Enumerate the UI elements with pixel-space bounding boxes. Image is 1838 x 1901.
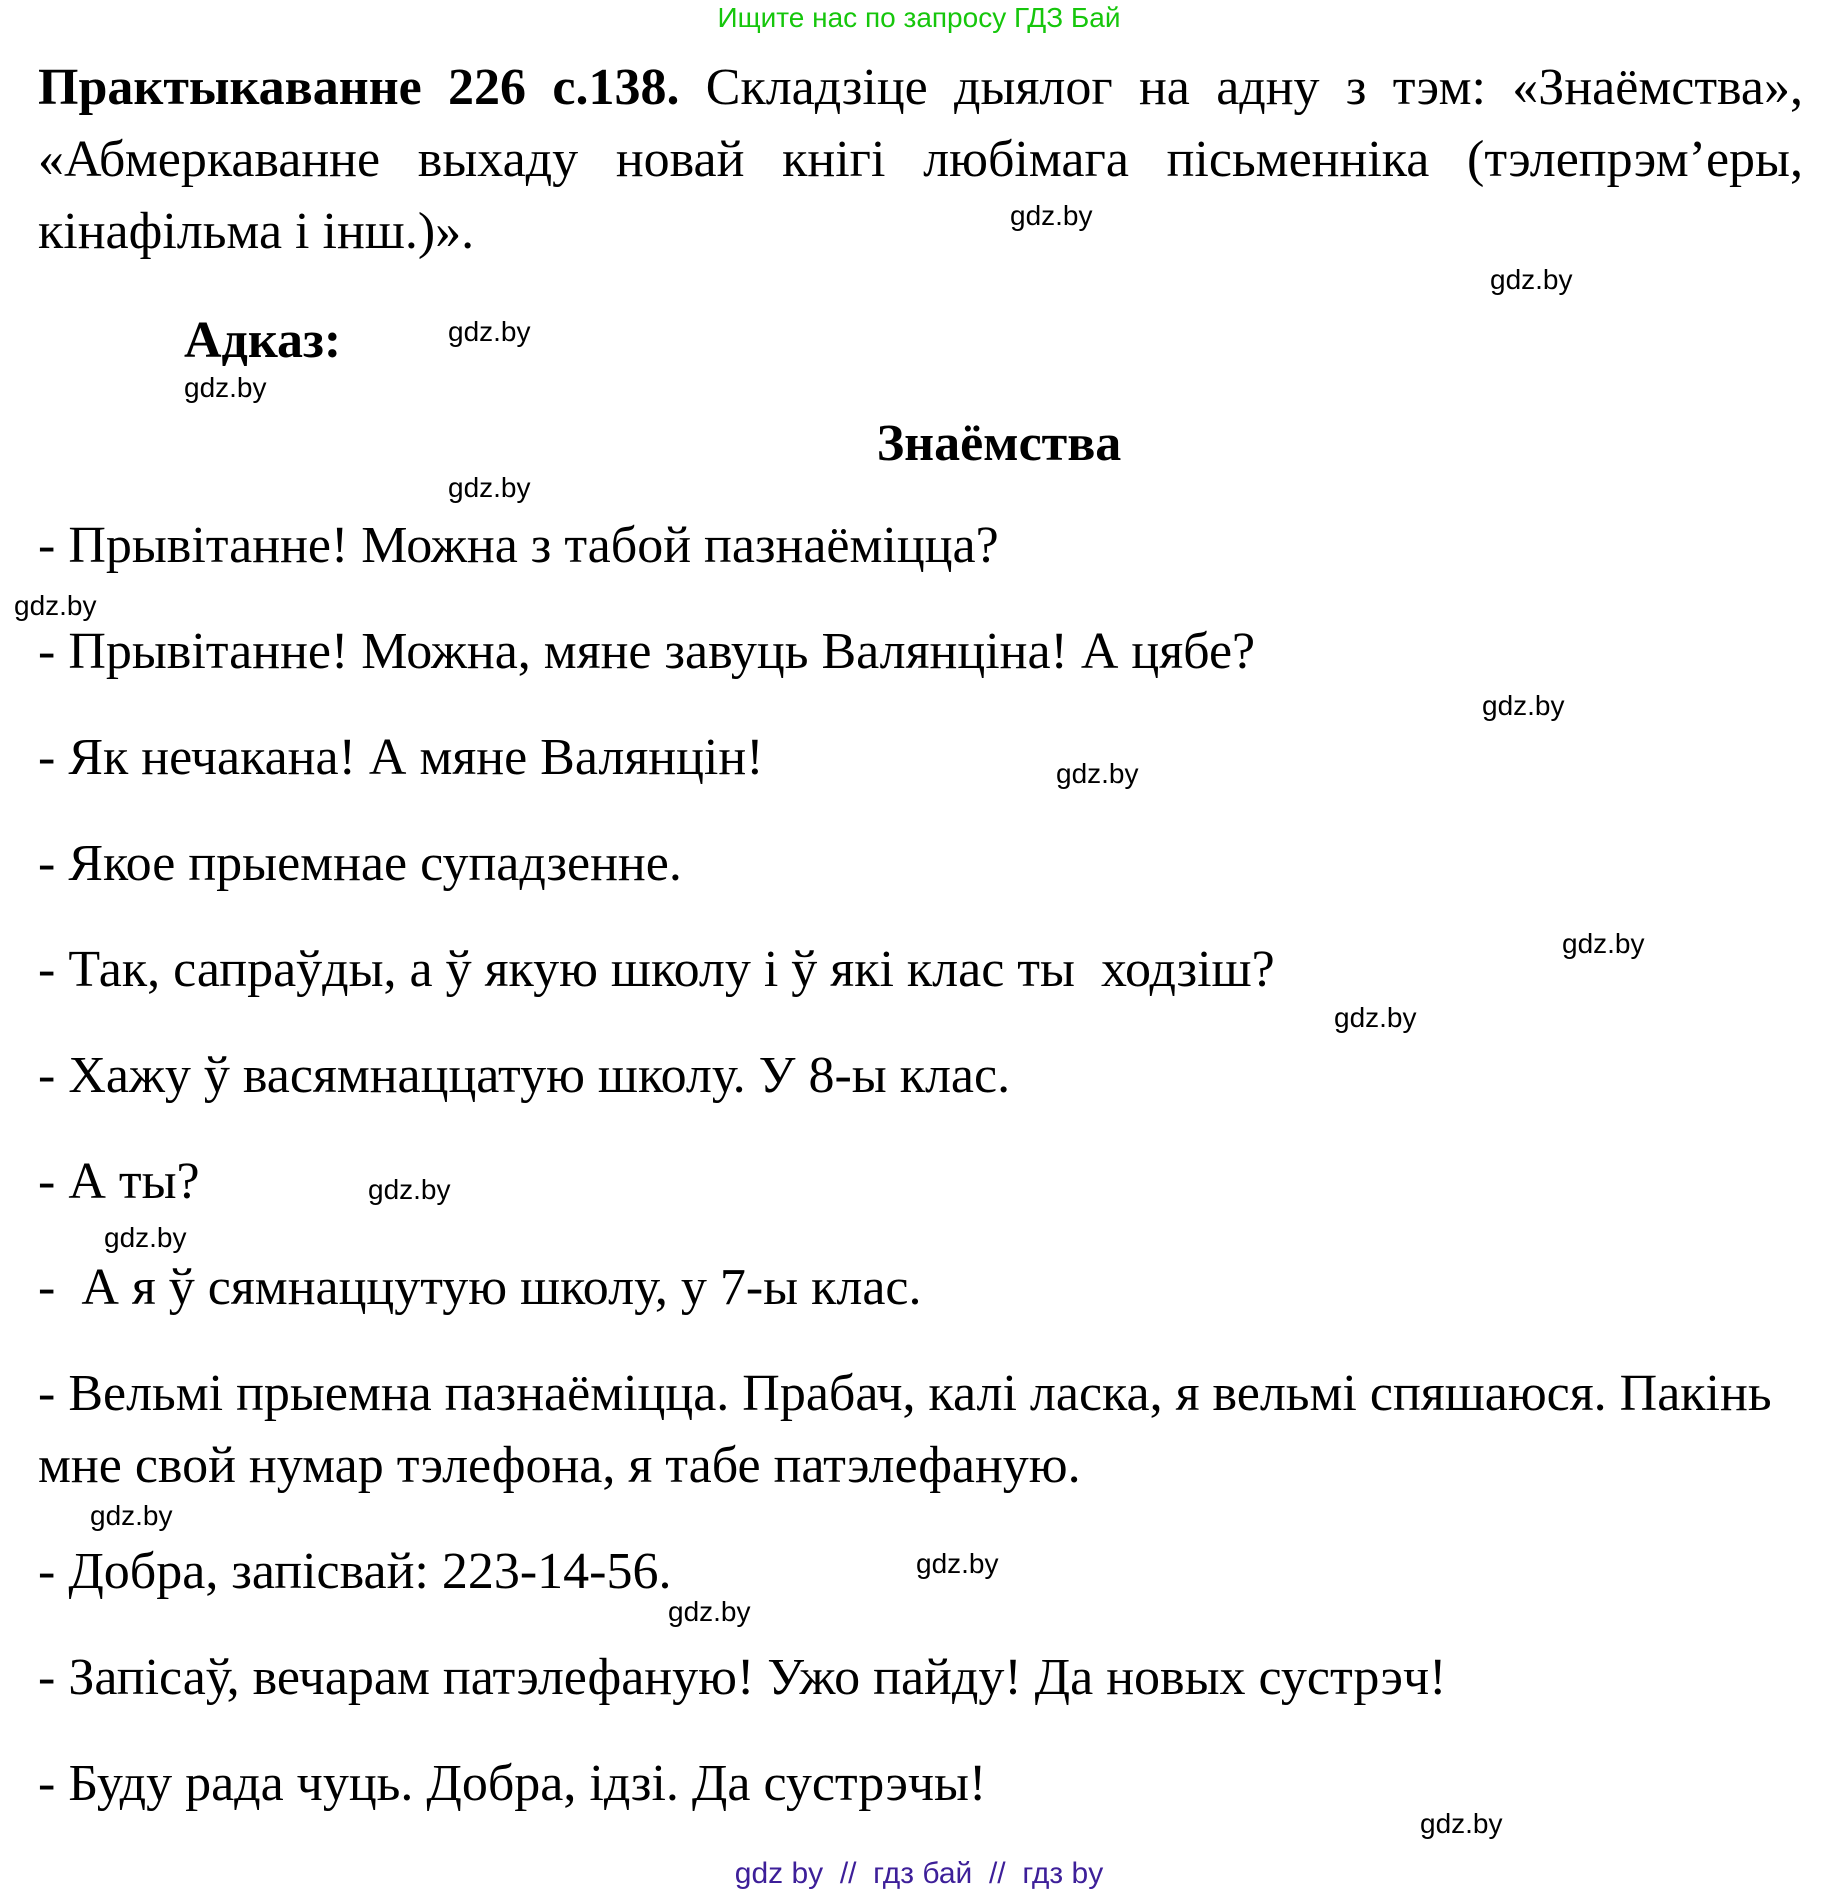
dialogue-line: - А ты? — [38, 1153, 200, 1210]
dialogue-line: - Вельмі прыемна пазнаёміцца. Прабач, калі ласка, я вельмі спяшаюся. Пакінь мне свой нумар тэлефона, я табе патэлефаную. — [38, 1365, 1772, 1494]
watermark: gdz.by — [368, 1174, 451, 1205]
dialogue-line: - Добра, запісвай: 223-14-56. — [38, 1543, 672, 1600]
task-title: Практыкаванне 226 с.138. — [38, 59, 680, 116]
dialogue-line: - Буду рада чуць. Добра, ідзі. Да сустрэчы! — [38, 1755, 987, 1812]
dialogue-line: - Хажу ў васямнаццатую школу. У 8-ы клас. — [38, 1047, 1011, 1104]
watermark: gdz.by — [1490, 264, 1573, 295]
dialogue-line: - Якое прыемнае супадзенне. — [38, 835, 682, 892]
watermark: gdz.by — [14, 590, 97, 621]
watermark: gdz.by — [668, 1596, 751, 1627]
watermark: gdz.by — [916, 1548, 999, 1579]
dialogue-line: - Запісаў, вечарам патэлефаную! Ужо пайду! Да новых сустрэч! — [38, 1649, 1447, 1706]
watermark: gdz.by — [448, 472, 531, 503]
watermark: gdz.by — [104, 1222, 187, 1253]
dialogue-line: - Прывітанне! Можна з табой пазнаёміцца? — [38, 517, 999, 574]
task-text: Складзіце дыялог на адну з тэм: «Знаёмства», «Абмеркаванне выхаду новай кнігі любімага пісьменніка (тэлепрэм’еры, кінафільма і інш.)». — [38, 59, 1803, 260]
task-statement — [38, 52, 1803, 268]
footer-links: gdz by // гдз бай // гдз by — [734, 1857, 1104, 1890]
watermark: gdz.by — [184, 372, 267, 403]
watermark: gdz.by — [1562, 928, 1645, 959]
watermark: gdz.by — [1056, 758, 1139, 789]
watermark: gdz.by — [90, 1500, 173, 1531]
dialogue-line: - Як нечакана! А мяне Валянцін! — [38, 729, 764, 786]
watermark: gdz.by — [1482, 690, 1565, 721]
watermark: gdz.by — [1420, 1808, 1503, 1839]
watermark: gdz.by — [1010, 200, 1093, 231]
watermark: gdz.by — [448, 316, 531, 347]
dialogue-line: - А я ў сямнаццутую школу, у 7-ы клас. — [38, 1259, 922, 1316]
topic-title: Знаёмства — [876, 415, 1122, 472]
site-banner: Ищите нас по запросу ГДЗ Бай — [717, 2, 1121, 33]
dialogue-line: - Прывітанне! Можна, мяне завуць Валянціна! А цябе? — [38, 623, 1256, 680]
dialogue-line: - Так, сапраўды, а ў якую школу і ў які клас ты ходзіш? — [38, 941, 1275, 998]
watermark: gdz.by — [1334, 1002, 1417, 1033]
answer-label: Адказ: — [184, 312, 342, 369]
